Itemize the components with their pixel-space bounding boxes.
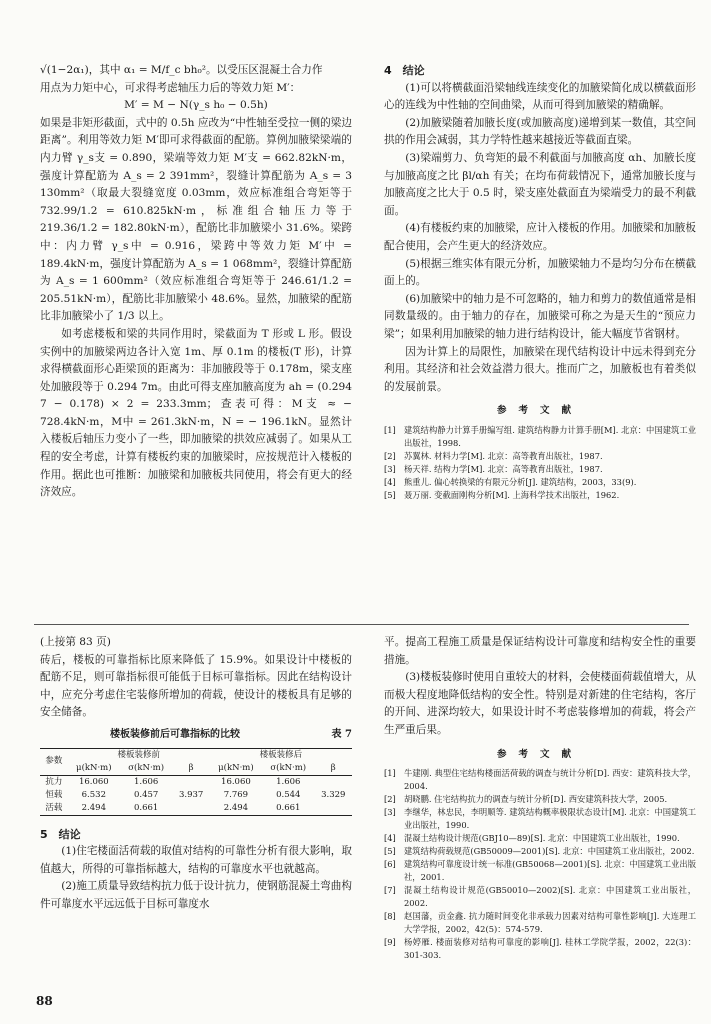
reference-item	[384, 476, 696, 489]
paragraph: 平。提高工程施工质量是保证结构设计可靠度和结构安全性的重要措施。	[384, 636, 696, 666]
table-cell: 1.606	[276, 776, 301, 787]
table-subheader: σ(kN·m)	[128, 762, 165, 773]
reference-item	[384, 884, 696, 910]
reference-number: [1]	[384, 768, 396, 779]
table-cell	[315, 802, 352, 816]
table-cell	[172, 802, 209, 816]
table-cell: 3.329	[321, 789, 346, 800]
reference-number: [4]	[384, 476, 396, 487]
paragraph: 因为计算上的局限性，加腋梁在现代结构设计中远未得到充分利用。其经济和社会效益潜力很大。推而广之，加腋板也有着类似的发展前景。	[384, 345, 696, 393]
reference-number: [3]	[384, 807, 396, 818]
table-cell: 3.937	[178, 789, 204, 800]
reference-number: [5]	[384, 846, 396, 857]
table-cell: 16.060	[221, 776, 251, 787]
reference-text: 杨婷雁. 楼面装修对结构可靠度的影响[J]. 桂林工学院学报，2002，22(3)：301-303.	[404, 937, 696, 961]
reference-item	[384, 489, 696, 502]
reference-item	[384, 832, 696, 845]
reference-text: 建筑结构荷载规范(GB50009—2001)[S]. 北京：中国建筑工业出版社，2002.	[404, 846, 695, 857]
paragraph: (5)根据三维实体有限元分析，加腋梁轴力不是均匀分布在横截面上的。	[384, 257, 696, 288]
table-cell: 2.494	[81, 802, 106, 813]
table-caption	[40, 726, 352, 744]
paragraph: (1)住宅楼面活荷载的取值对结构的可靠性分析有很大影响，取值越大，所得的可靠指标越大，结构的可靠度水平也就越高。	[40, 845, 352, 875]
paragraph: (2)加腋梁随着加腋长度(或加腋高度)递增到某一数值，其空间拱的作用会减弱，其力学特性越来越接近等截面直梁。	[384, 116, 696, 147]
table-header-before: 楼板装修前	[117, 749, 161, 760]
table-cell	[172, 775, 209, 789]
text-line: 用点为力矩中心，可求得考虑轴压力后的等效力矩 M′：	[40, 81, 301, 94]
section-divider	[34, 624, 689, 625]
table-label: 表 7	[331, 728, 352, 740]
reference-text: 胡晓鹏. 住宅结构抗力的调查与统计分析[D]. 西安建筑科技大学，2005.	[404, 794, 668, 805]
table-row	[40, 775, 352, 789]
table-cell: 0.661	[276, 802, 301, 813]
table-cell: 0.544	[276, 789, 301, 800]
paragraph: (2)施工质量导致结构抗力低于设计抗力，使钢筋混凝土弯曲构件可靠度水平远远低于目标可靠度水	[40, 880, 352, 910]
paragraph: 如考虑楼板和梁的共同作用时，梁截面为 T 形或 L 形。假设实例中的加腋梁两边各计入宽 1m、厚 0.1m 的楼板(T 形)，计算求得横截面形心距梁顶的距离为：非加腋段等于 0.178m，梁支座处加腋段等于 0.294 7m。由此可得支座加腋高度为 ah = (0.294 7 − 0.178) × 2 = 233.3mm；查表可得：M支 ≈ − 728.4kN·m，M中 = 261.3kN·m，N = − 196.1kN。显然计入楼板后轴压力变小了一些，即加腋梁的拱效应减弱了。如果从工程的安全考虑，计算有楼板约束的加腋梁时，应按规范计入楼板的作用。据此也可推断：加腋梁和加腋板共同使用，将会有更大的经济效应。	[40, 327, 352, 499]
reference-item	[384, 936, 696, 962]
reference-item	[384, 450, 696, 463]
table-subheader: σ(kN·m)	[270, 762, 307, 773]
reference-text: 混凝土结构设计规范(GB50010—2002)[S]. 北京：中国建筑工业出版社，2002.	[404, 885, 696, 909]
page-number: 88	[36, 994, 53, 1008]
reference-number: [2]	[384, 450, 396, 461]
reference-text: 建筑结构可靠度设计统一标准(GB50068—2001)[S]. 北京：中国建筑工业出版社，2001.	[404, 859, 696, 883]
section-heading: 4 结论	[384, 64, 425, 77]
reference-text: 熊重儿. 偏心转换梁的有限元分析[J]. 建筑结构，2003，33(9).	[404, 476, 637, 487]
reference-text: 苏翼林. 材料力学[M]. 北京：高等教育出版社，1987.	[404, 450, 603, 461]
reference-item	[384, 845, 696, 858]
reference-number: [5]	[384, 489, 396, 500]
upper-left-column	[40, 62, 352, 502]
paragraph: (3)梁端剪力、负弯矩的最不利截面与加腋高度 αh、加腋长度与加腋高度之比 βl/αh 有关；在均布荷载情况下，通常加腋长度与加腋高度之比大于 0.5 时，梁支座处截面直为梁端受力的最不利截面。	[384, 151, 696, 217]
reference-text: 赵国藩，贡金鑫. 抗力随时间变化非承载力因素对结构可靠性影响[J]. 大连理工大学学报，2002，42(5)：574-579.	[404, 911, 696, 935]
table-cell: 活载	[45, 802, 63, 813]
table-row	[40, 789, 352, 802]
table-header-param: 参数	[40, 748, 68, 775]
reference-text: 聂万丽. 变截面刚构分析[M]. 上海科学技术出版社，1962.	[404, 489, 620, 500]
reference-item	[384, 463, 696, 476]
references-heading: 参考文献	[496, 748, 583, 760]
table-cell: 7.769	[223, 789, 249, 800]
reference-item	[384, 424, 696, 450]
upper-right-column	[384, 62, 696, 502]
reference-number: [2]	[384, 794, 396, 805]
table-subheader: β	[188, 762, 194, 773]
table-cell: 恒载	[45, 789, 63, 800]
reference-item	[384, 910, 696, 936]
paragraph: (1)可以将横截面沿梁轴线连续变化的加腋梁简化成以横截面形心的连线为中性轴的空间曲梁，从而可得到加腋梁的精确解。	[384, 81, 696, 112]
reference-item	[384, 858, 696, 884]
lower-left-column	[40, 634, 352, 914]
table-cell: 16.060	[78, 776, 109, 787]
reference-number: [9]	[384, 937, 396, 948]
table-cell: 0.457	[133, 789, 159, 800]
reference-text: 建筑结构静力计算手册编写组. 建筑结构静力计算手册[M]. 北京：中国建筑工业出版社，1998.	[404, 424, 696, 448]
continuation-note: (上接第 83 页)	[40, 636, 111, 648]
reference-number: [3]	[384, 463, 396, 474]
reference-list	[384, 767, 696, 962]
table-cell: 1.606	[133, 776, 159, 787]
reference-text: 李继华，林忠民，李明顺等. 建筑结构概率极限状态设计[M]. 北京：中国建筑工业出版社，1990.	[404, 807, 696, 831]
paragraph: (3)楼板装修时使用自重较大的材料，会使楼面荷载值增大，从而极大程度地降低结构的安全性。特别是对新建的住宅结构，客厅的开间、进深均较大，如果设计时不考虑装修增加的荷载，将会产生严重后果。	[384, 671, 696, 736]
reference-text: 牛建刚. 典型住宅结构楼面活荷载的调查与统计分析[D]. 西安：建筑科技大学，2004.	[404, 768, 696, 792]
reference-text: 杨天祥. 结构力学[M]. 北京：高等教育出版社，1987.	[404, 463, 603, 474]
reference-number: [4]	[384, 833, 396, 844]
table-cell: 抗力	[45, 776, 63, 787]
paragraph: 如果是非矩形截面，式中的 0.5h 应改为“中性轴至受拉一侧的梁边距离”。利用等效力矩 M′即可求得截面的配筋。算例加腋梁梁端的内力臂 γ_s支 = 0.890，梁端等效力矩 M′支 = 662.82kN·m，强度计算配筋为 A_s = 2 391mm²，裂缝计算配筋为 A_s = 3 130mm²（取最大裂缝宽度 0.03mm，效应标准组合弯矩等于 732.99/1.2 = 610.825kN·m，标准组合轴压力等于 219.36/1.2 = 182.80kN·m），配筋比非加腋梁小 31.6%。梁跨中：内力臂 γ_s中 = 0.916，梁跨中等效力矩 M′中 = 189.4kN·m，强度计算配筋为 A_s = 1 068mm²，裂缝计算配筋为 A_s = 1 600mm²（效应标准组合弯矩等于 246.61/1.2 = 205.51kN·m），配筋比非加腋梁小 48.6%。显然，加腋梁的配筋比非加腋梁小了 1/3 以上。	[40, 116, 352, 323]
reliability-table	[40, 748, 352, 816]
reference-list	[384, 424, 696, 502]
table-cell: 6.532	[81, 789, 106, 800]
reference-number: [6]	[384, 859, 396, 870]
table-subheader: β	[330, 762, 336, 773]
paragraph: (6)加腋梁中的轴力是不可忽略的，轴力和剪力的数值通常是相同数量级的。由于轴力的存在，加腋梁可称之为是天生的“预应力梁”；如果利用加腋梁的轴力进行结构设计，能大幅度节省钢材。	[384, 292, 696, 340]
equation: M′ = M − N(γ_s h₀ − 0.5h)	[124, 99, 268, 112]
table-title: 楼板装修前后可靠指标的比较	[110, 728, 240, 740]
table-header-after: 楼板装修后	[259, 749, 303, 760]
references-heading: 参考文献	[496, 405, 583, 417]
paragraph: 砖后，楼板的可靠指标比原来降低了 15.9%。如果设计中楼板的配筋不足，则可靠指标很可能低于目标可靠指标。因此在结构设计中，应充分考虑住宅装修所增加的荷载，使设计的楼板具有足够的安全储备。	[40, 653, 352, 719]
table-cell: 2.494	[223, 802, 249, 813]
reference-item	[384, 793, 696, 806]
lower-right-column	[384, 634, 696, 962]
table-cell: 0.661	[133, 802, 159, 813]
reference-item	[384, 767, 696, 793]
section-heading: 5 结论	[40, 827, 81, 841]
reference-text: 混凝土结构设计规范(GBJ10—89)[S]. 北京：中国建筑工业出版社，1990.	[404, 833, 680, 844]
table-subheader: μ(kN·m)	[218, 762, 254, 773]
reference-item	[384, 806, 696, 832]
reference-number: [7]	[384, 885, 396, 896]
table-subheader: μ(kN·m)	[76, 762, 112, 773]
table-row	[40, 802, 352, 816]
reference-number: [8]	[384, 911, 396, 922]
table-cell	[315, 775, 352, 789]
reference-number: [1]	[384, 424, 396, 435]
text-line: √(1−2α₁)，其中 α₁ = M/f_c bh₀²。以受压区混凝土合力作	[40, 64, 323, 76]
paragraph: (4)有楼板约束的加腋梁，应计入楼板的作用。加腋梁和加腋板配合使用，会产生更大的经济效应。	[384, 222, 696, 252]
